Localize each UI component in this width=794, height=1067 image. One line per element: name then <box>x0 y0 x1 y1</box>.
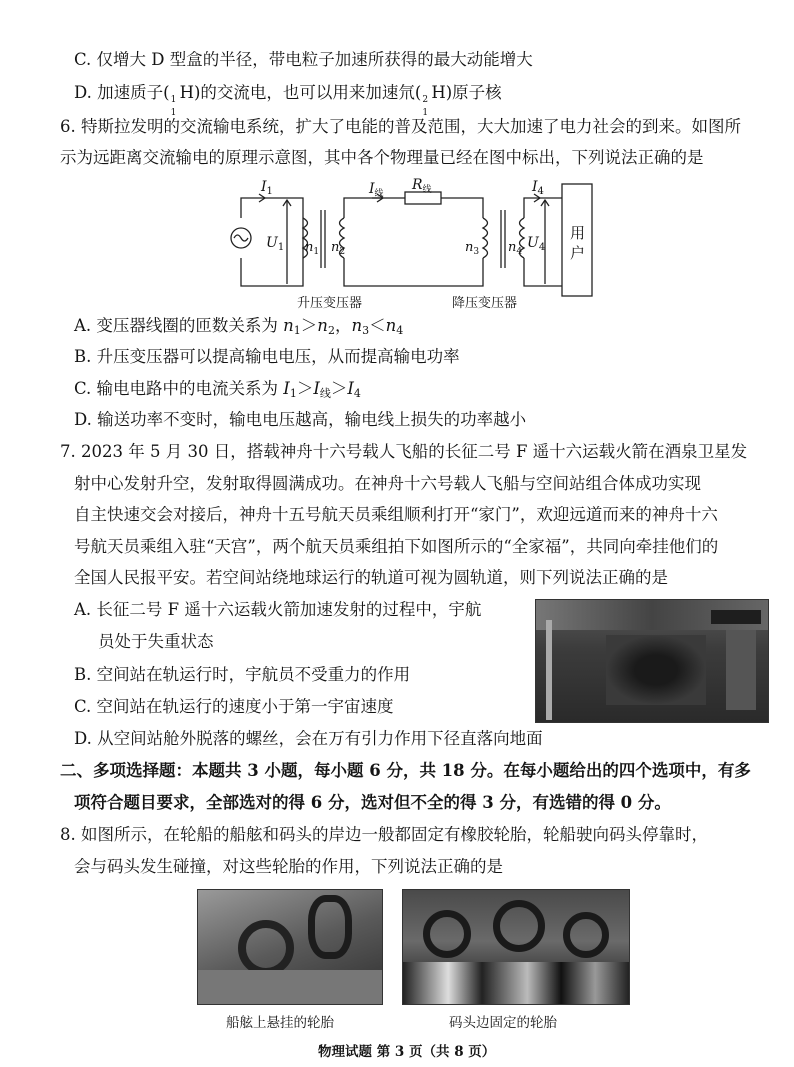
label-n1: $n_1$ <box>305 240 320 257</box>
q7-stem-line3: 自主快速交会对接后，神舟十五号航天员乘组顺利打开“家门”，欢迎远道而来的神舟十六 <box>74 505 718 524</box>
label-u4: $U_4$ <box>527 235 546 253</box>
label-n2: $n_2$ <box>331 240 346 257</box>
label-n4: $n_4$ <box>508 240 523 257</box>
q7-stem-line2: 射中心发射升空，发射取得圆满成功。在神舟十六号载人飞船与空间站组合体成功实现 <box>74 474 701 493</box>
transmission-diagram <box>225 178 595 313</box>
q5-option-c: C. 仅增大 D 型盒的半径，带电粒子加速所获得的最大动能增大 <box>74 50 533 69</box>
q6-option-c: C. 输电电路中的电流关系为 $I_1>I_线>I_4$ <box>74 379 361 400</box>
q6-option-a: A. 变压器线圈的匝数关系为 $n_1>n_2$，$n_3<n_4$ <box>74 316 404 337</box>
secondary-top <box>524 198 562 218</box>
coil-n3 <box>483 218 488 258</box>
q7-option-a-line2: 员处于失重状态 <box>98 632 214 651</box>
label-step-up: 升压变压器 <box>297 296 363 311</box>
q8-stem-line1: 8. 如图所示，在轮船的船舷和码头的岸边一般都固定有橡胶轮胎，轮船驶向码头停靠时， <box>60 825 708 844</box>
q7-stem-line1: 7. 2023 年 5 月 30 日，搭载神舟十六号载人飞船的长征二号 F 遥十六运载火箭在酒泉卫星发 <box>60 442 748 461</box>
line-top-left <box>344 198 405 218</box>
q7-option-c: C. 空间站在轨运行的速度小于第一宇宙速度 <box>74 697 394 716</box>
q6-option-d: D. 输送功率不变时，输电电压越高，输电线上损失的功率越小 <box>74 410 527 429</box>
label-i4: $I_4$ <box>532 179 544 197</box>
q6-stem-line1: 6. 特斯拉发明的交流输电系统，扩大了电能的普及范围，大大加速了电力社会的到来。如图所 <box>60 117 741 136</box>
q6-stem-line2: 示为远距离交流输电的原理示意图，其中各个物理量已经在图中标出，下列说法正确的是 <box>60 148 704 167</box>
caption-ship-tires: 船舷上悬挂的轮胎 <box>226 1015 334 1031</box>
ac-wave-icon <box>234 235 248 241</box>
q7-option-a-line1: A. 长征二号 F 遥十六运载火箭加速发射的过程中，宇航 <box>74 600 482 619</box>
caption-dock-tires: 码头边固定的轮胎 <box>449 1015 557 1031</box>
q8-stem-line2: 会与码头发生碰撞，对这些轮胎的作用，下列说法正确的是 <box>74 857 503 876</box>
label-user-2: 户 <box>570 244 586 262</box>
q7-option-b: B. 空间站在轨运行时，宇航员不受重力的作用 <box>74 665 411 684</box>
dock-tires-photo <box>402 889 630 1005</box>
label-u1: $U_1$ <box>266 235 285 253</box>
line-top-right <box>441 198 483 218</box>
label-i1: $I_1$ <box>261 179 273 197</box>
q7-stem-line4: 号航天员乘组入驻“天宫”，两个航天员乘组拍下如图所示的“全家福”，共同向牵挂他们的 <box>74 537 719 556</box>
label-rline: $R_线$ <box>412 178 432 195</box>
ship-hull-tires-photo <box>197 889 383 1005</box>
q6-option-b: B. 升压变压器可以提高输电电压，从而提高输电功率 <box>74 347 460 366</box>
label-step-down: 降压变压器 <box>452 296 518 311</box>
section2-heading-line1: 二、多项选择题：本题共 3 小题，每小题 6 分，共 18 分。在每小题给出的四个选项中，有多 <box>60 761 751 780</box>
label-user-1: 用 <box>570 224 586 242</box>
section2-heading-line2: 项符合题目要求，全部选对的得 6 分，选对但不全的得 3 分，有选错的得 0 分。 <box>74 793 671 812</box>
label-iline: $I_线$ <box>369 181 384 199</box>
secondary-bottom <box>524 258 562 286</box>
label-n3: $n_3$ <box>465 240 480 257</box>
line-bottom <box>344 258 483 286</box>
q7-option-d: D. 从空间站舱外脱落的螺丝，会在万有引力作用下径直落向地面 <box>74 729 543 748</box>
q7-stem-line5: 全国人民报平安。若空间站绕地球运行的轨道可视为圆轨道，则下列说法正确的是 <box>74 568 668 587</box>
q5-option-d: D. 加速质子( 1 1 H)的交流电，也可以用来加速氘( 2 1 H)原子核 <box>74 83 502 118</box>
page-footer: 物理试题 第 3 页（共 8 页） <box>318 1044 496 1060</box>
astronaut-group-photo <box>535 599 769 723</box>
